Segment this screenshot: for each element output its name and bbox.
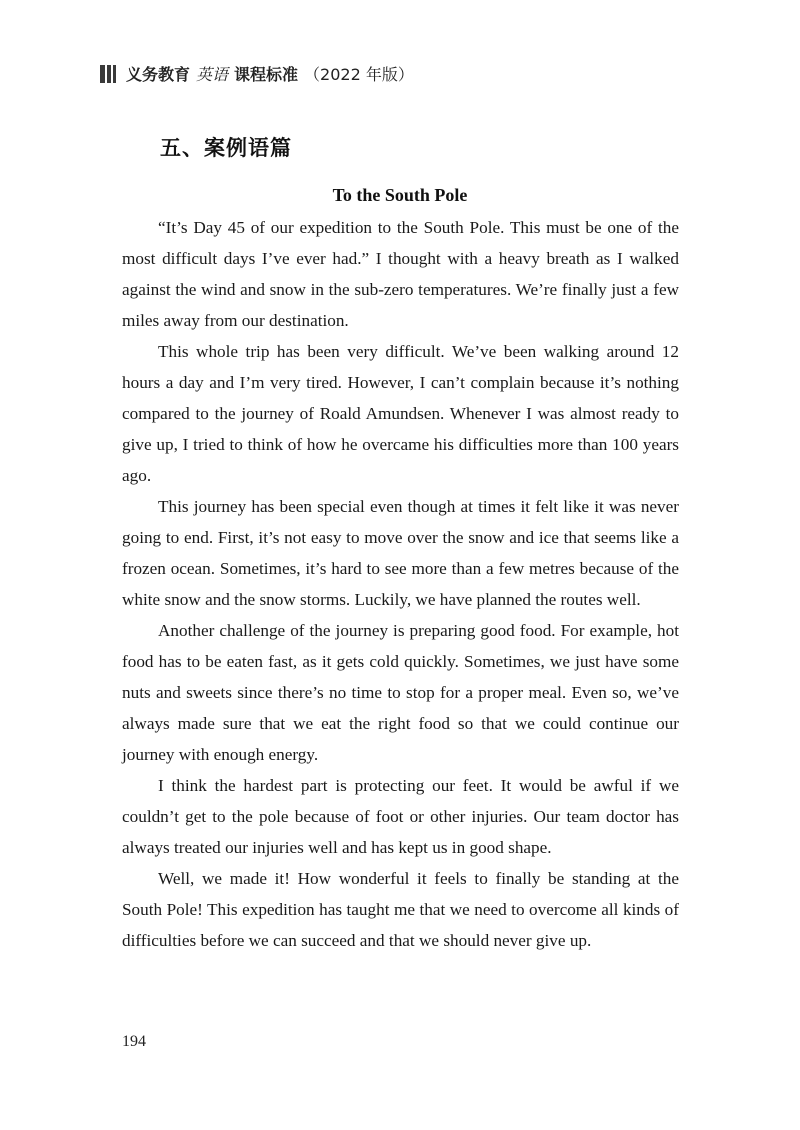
- page-number: 194: [122, 1033, 146, 1050]
- paragraph: I think the hardest part is protecting our feet. It would be awful if we couldn’t get to the pole because of foot or other injuries. Our team doctor has always treated our injuries well and has kept us in good shape.: [122, 776, 679, 857]
- header-prefix: 义务教育: [126, 65, 191, 84]
- section-heading: 五、案例语篇: [160, 136, 292, 160]
- paragraph: This whole trip has been very difficult. We’ve been walking around 12 hours a day and I’m very tired. However, I can’t complain because it’s nothing compared to the journey of Roald Amundsen. Whenever I was almost ready to give up, I tried to think of how he overcame his difficulties more than 100 years ago.: [122, 342, 679, 485]
- header-suffix: 课程标准: [234, 65, 299, 84]
- header-edition: （2022 年版）: [304, 65, 414, 84]
- article-body: [122, 212, 679, 956]
- header-subject: 英语: [196, 65, 229, 84]
- paragraph: Well, we made it! How wonderful it feels to finally be standing at the South Pole! This expedition has taught me that we need to overcome all kinds of difficulties before we can succeed and that we should never give up.: [122, 869, 679, 950]
- running-header: [100, 62, 414, 85]
- paragraph: Another challenge of the journey is preparing good food. For example, hot food has to be eaten fast, as it gets cold quickly. Sometimes, we just have some nuts and sweets since there’s no time to stop for a proper meal. Even so, we’ve always made sure that we eat the right food so that we could continue our journey with enough energy.: [122, 621, 679, 764]
- article-title: To the South Pole: [332, 185, 468, 205]
- header-bar-icon: [100, 65, 118, 83]
- paragraph: “It’s Day 45 of our expedition to the South Pole. This must be one of the most difficult days I’ve ever had.” I thought with a heavy breath as I walked against the wind and snow in the sub-zero temperatures. We’re finally just a few miles away from our destination.: [122, 218, 679, 330]
- paragraph: This journey has been special even though at times it felt like it was never going to end. First, it’s not easy to move over the snow and ice that seems like a frozen ocean. Sometimes, it’s hard to see more than a few metres because of the white snow and the snow storms. Luckily, we have planned the routes well.: [122, 497, 679, 609]
